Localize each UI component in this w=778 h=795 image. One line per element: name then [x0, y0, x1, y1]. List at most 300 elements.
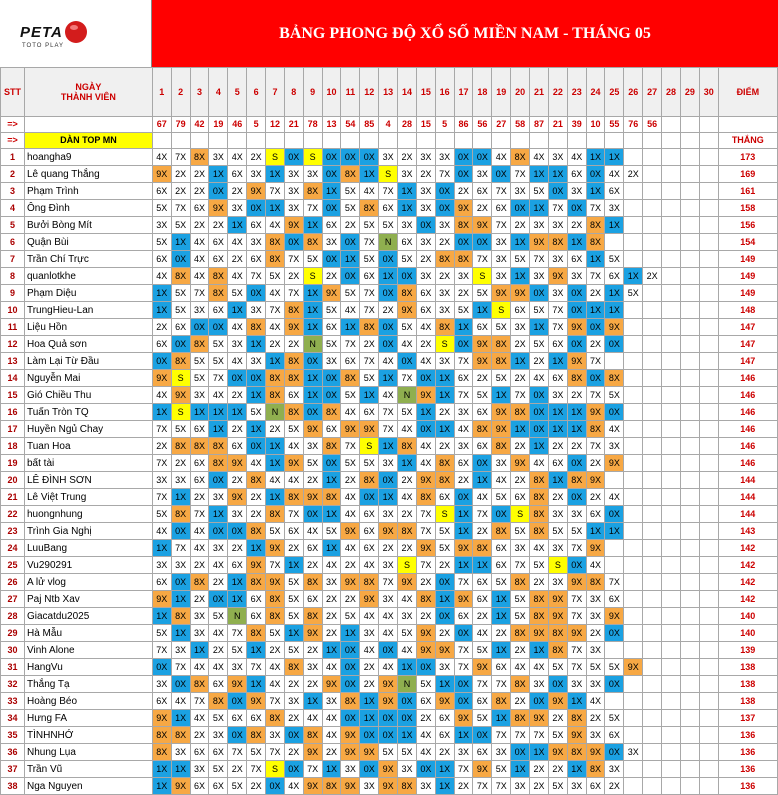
pick-cell: 9X	[530, 625, 549, 642]
top-row	[1, 133, 778, 149]
pick-cell	[662, 353, 681, 370]
top-cell	[284, 133, 303, 149]
pick-cell: 2X	[548, 710, 567, 727]
pick-cell: 3X	[190, 625, 209, 642]
pick-cell: 2X	[190, 183, 209, 200]
pick-cell	[662, 421, 681, 438]
row-stt: 27	[1, 591, 25, 608]
pick-cell: 8X	[190, 149, 209, 166]
pick-cell: 8X	[398, 523, 417, 540]
pick-cell	[699, 744, 718, 761]
member-name: bất tài	[24, 455, 152, 472]
pick-cell: 2X	[190, 489, 209, 506]
pick-cell: 7X	[247, 659, 266, 676]
pick-cell: 1X	[152, 778, 171, 795]
pick-cell	[662, 302, 681, 319]
pick-cell: 1X	[303, 387, 322, 404]
member-name: Quận Bùi	[24, 234, 152, 251]
pick-cell: 8X	[266, 506, 285, 523]
pick-cell: 2X	[643, 268, 662, 285]
pick-cell: 3X	[530, 268, 549, 285]
pick-cell: 0X	[322, 200, 341, 217]
pick-cell: 1X	[209, 166, 228, 183]
pick-cell	[680, 438, 699, 455]
pick-cell: 5X	[586, 659, 605, 676]
pick-cell: 7X	[360, 353, 379, 370]
pick-cell: 6X	[228, 710, 247, 727]
pick-cell: 9X	[266, 574, 285, 591]
member-name: Lê Việt Trung	[24, 489, 152, 506]
result-cell: 4	[379, 117, 398, 133]
pick-cell: 9X	[266, 540, 285, 557]
pick-cell	[643, 455, 662, 472]
pick-cell: 3X	[586, 608, 605, 625]
member-name: Thắng Tạ	[24, 676, 152, 693]
pick-cell: 5X	[341, 200, 360, 217]
pick-cell: 2X	[284, 540, 303, 557]
pick-cell: 0X	[341, 659, 360, 676]
pick-cell	[662, 557, 681, 574]
pick-cell: 5X	[341, 285, 360, 302]
pick-cell: 9X	[473, 217, 492, 234]
pick-cell: 9X	[473, 659, 492, 676]
pick-cell: 6X	[247, 710, 266, 727]
top-cell	[171, 133, 190, 149]
pick-cell: 1X	[454, 557, 473, 574]
pick-cell: 1X	[567, 404, 586, 421]
pick-cell: 8X	[511, 574, 530, 591]
pick-cell: 0X	[360, 761, 379, 778]
pick-cell: 1X	[435, 778, 454, 795]
pick-cell: 3X	[284, 200, 303, 217]
logo-subtitle: TOTO PLAY	[22, 43, 65, 49]
pick-cell: 1X	[152, 302, 171, 319]
pick-cell: 3X	[567, 778, 586, 795]
row-stt: 30	[1, 642, 25, 659]
pick-cell	[643, 608, 662, 625]
row-points: 136	[718, 727, 777, 744]
top-cell	[662, 133, 681, 149]
pick-cell: 3X	[416, 778, 435, 795]
pick-cell: 8X	[511, 404, 530, 421]
pick-cell	[699, 268, 718, 285]
pick-cell: 3X	[416, 183, 435, 200]
pick-cell: 3X	[435, 659, 454, 676]
pick-cell: 7X	[586, 200, 605, 217]
pick-cell: 8X	[586, 574, 605, 591]
member-name: quanlotkhe	[24, 268, 152, 285]
pick-cell: 9X	[398, 574, 417, 591]
row-points: 149	[718, 268, 777, 285]
pick-cell: 0X	[473, 234, 492, 251]
pick-cell: 8X	[398, 778, 417, 795]
pick-cell	[699, 319, 718, 336]
pick-cell: 2X	[435, 557, 454, 574]
result-cell: 15	[416, 117, 435, 133]
pick-cell: 6X	[190, 744, 209, 761]
pick-cell: 1X	[605, 285, 624, 302]
pick-cell: 9X	[152, 591, 171, 608]
pick-cell: 1X	[360, 693, 379, 710]
pick-cell	[624, 625, 643, 642]
pick-cell: 4X	[492, 472, 511, 489]
pick-cell	[680, 166, 699, 183]
pick-cell: 8X	[398, 438, 417, 455]
pick-cell: 1X	[511, 268, 530, 285]
table-row	[1, 676, 778, 693]
pick-cell: 1X	[266, 200, 285, 217]
row-points: 138	[718, 693, 777, 710]
page-title: BẢNG PHONG ĐỘ XỔ SỐ MIỀN NAM - THÁNG 05	[279, 24, 651, 42]
pick-cell: 0X	[152, 353, 171, 370]
pick-cell: 8X	[473, 421, 492, 438]
pick-cell: 6X	[247, 217, 266, 234]
pick-cell: 7X	[209, 370, 228, 387]
pick-cell: 4X	[228, 319, 247, 336]
pick-cell: 1X	[548, 421, 567, 438]
pick-cell	[699, 557, 718, 574]
table-row	[1, 302, 778, 319]
pick-cell: 5X	[492, 370, 511, 387]
pick-cell	[605, 353, 624, 370]
pick-cell: 9X	[171, 778, 190, 795]
table-row	[1, 523, 778, 540]
pick-cell: 6X	[190, 200, 209, 217]
pick-cell: 8X	[266, 234, 285, 251]
row-stt: 5	[1, 217, 25, 234]
pick-cell: 9X	[586, 472, 605, 489]
pick-cell: 7X	[492, 778, 511, 795]
member-name: LuuBang	[24, 540, 152, 557]
pick-cell: 7X	[379, 574, 398, 591]
pick-cell: 3X	[435, 302, 454, 319]
pick-cell: 3X	[454, 404, 473, 421]
pick-cell: 7X	[152, 455, 171, 472]
row-points: 154	[718, 234, 777, 251]
pick-cell: 7X	[454, 353, 473, 370]
pick-cell: 1X	[266, 455, 285, 472]
pick-cell: 1X	[171, 234, 190, 251]
pick-cell: 1X	[322, 540, 341, 557]
pick-cell: 1X	[303, 285, 322, 302]
pick-cell: 4X	[209, 625, 228, 642]
member-name: Paj Ntb Xav	[24, 591, 152, 608]
pick-cell	[662, 710, 681, 727]
pick-cell: 5X	[209, 761, 228, 778]
pick-cell: 9X	[605, 608, 624, 625]
pick-cell: 7X	[190, 285, 209, 302]
pick-cell: 9X	[492, 285, 511, 302]
pick-cell: 2X	[416, 574, 435, 591]
member-name: HangVu	[24, 659, 152, 676]
pick-cell	[680, 234, 699, 251]
result-cell: 27	[492, 117, 511, 133]
pick-cell: 9X	[341, 574, 360, 591]
pick-cell	[680, 489, 699, 506]
pick-cell: 0X	[247, 200, 266, 217]
pick-cell: 3X	[228, 200, 247, 217]
pick-cell: 8X	[567, 472, 586, 489]
pick-cell: 1X	[379, 268, 398, 285]
pick-cell: 5X	[435, 540, 454, 557]
pick-cell	[699, 302, 718, 319]
pick-cell: S	[492, 302, 511, 319]
pick-cell: 2X	[190, 217, 209, 234]
table-row	[1, 455, 778, 472]
pick-cell: 3X	[190, 387, 209, 404]
day-header: 14	[398, 68, 417, 117]
pick-cell: 0X	[398, 268, 417, 285]
pick-cell: 4X	[209, 557, 228, 574]
pick-cell: 2X	[511, 472, 530, 489]
pick-cell: 7X	[190, 693, 209, 710]
row-stt: 26	[1, 574, 25, 591]
pick-cell	[680, 608, 699, 625]
pick-cell: 9X	[247, 693, 266, 710]
pick-cell: 0X	[209, 591, 228, 608]
result-cell: 21	[548, 117, 567, 133]
pick-cell: 6X	[586, 506, 605, 523]
pick-cell	[624, 574, 643, 591]
member-name: Nga Nguyen	[24, 778, 152, 795]
pick-cell: 4X	[266, 217, 285, 234]
pick-cell: 4X	[454, 421, 473, 438]
row-points: 144	[718, 489, 777, 506]
pick-cell	[605, 693, 624, 710]
pick-cell	[680, 455, 699, 472]
pick-cell	[680, 285, 699, 302]
pick-cell: 7X	[171, 200, 190, 217]
row-points: 139	[718, 642, 777, 659]
pick-cell: 0X	[247, 370, 266, 387]
member-name: Tuấn Tròn TQ	[24, 404, 152, 421]
pick-cell: 0X	[247, 438, 266, 455]
pick-cell: 1X	[435, 761, 454, 778]
pick-cell	[624, 642, 643, 659]
pick-cell	[699, 710, 718, 727]
pick-cell: 6X	[473, 319, 492, 336]
pick-cell: 2X	[586, 336, 605, 353]
pick-cell: 4X	[190, 268, 209, 285]
pick-cell: 0X	[228, 727, 247, 744]
pick-cell: 6X	[511, 302, 530, 319]
pick-cell: 6X	[341, 353, 360, 370]
pick-cell: 8X	[360, 472, 379, 489]
pick-cell: 1X	[567, 234, 586, 251]
pick-cell: 6X	[228, 438, 247, 455]
pick-cell	[699, 676, 718, 693]
pick-cell: 1X	[530, 744, 549, 761]
pick-cell	[662, 166, 681, 183]
pick-cell: 0X	[209, 319, 228, 336]
pick-cell: 6X	[454, 455, 473, 472]
pick-cell: 9X	[360, 591, 379, 608]
pick-cell: 4X	[322, 710, 341, 727]
pick-cell: 3X	[247, 302, 266, 319]
pick-cell: 1X	[303, 319, 322, 336]
pick-cell: 1X	[152, 285, 171, 302]
pick-cell: 8X	[171, 727, 190, 744]
pick-cell: 2X	[416, 166, 435, 183]
day-header: 5	[228, 68, 247, 117]
pick-cell: 4X	[322, 659, 341, 676]
pick-cell: 9X	[567, 319, 586, 336]
pick-cell: S	[266, 761, 285, 778]
pick-cell	[624, 557, 643, 574]
pick-cell: 1X	[266, 353, 285, 370]
pick-cell: 3X	[171, 557, 190, 574]
pick-cell: 0X	[341, 676, 360, 693]
pick-cell: 7X	[266, 183, 285, 200]
row-stt: 14	[1, 370, 25, 387]
pick-cell: 1X	[266, 166, 285, 183]
pick-cell: 0X	[567, 336, 586, 353]
pick-cell: 0X	[341, 710, 360, 727]
pick-cell: 4X	[284, 778, 303, 795]
pick-cell	[662, 200, 681, 217]
pick-cell: 0X	[567, 302, 586, 319]
table-row	[1, 336, 778, 353]
pick-cell: 5X	[152, 506, 171, 523]
pick-cell: 1X	[435, 370, 454, 387]
pick-cell: 1X	[379, 438, 398, 455]
pick-cell: 4X	[266, 676, 285, 693]
pick-cell	[662, 761, 681, 778]
row-points: 144	[718, 472, 777, 489]
pick-cell: 7X	[303, 200, 322, 217]
pick-cell: 6X	[416, 693, 435, 710]
pick-cell: 5X	[171, 285, 190, 302]
pick-cell: 2X	[398, 506, 417, 523]
pick-cell	[624, 693, 643, 710]
pick-cell: 1X	[567, 761, 586, 778]
pick-cell: 0X	[454, 166, 473, 183]
pick-cell: 7X	[398, 370, 417, 387]
pick-cell: 3X	[492, 268, 511, 285]
pick-cell: 2X	[322, 608, 341, 625]
pick-cell: 7X	[567, 608, 586, 625]
pick-cell: 8X	[360, 200, 379, 217]
member-name: Nguyễn Mai	[24, 370, 152, 387]
pick-cell: 0X	[379, 472, 398, 489]
table-row	[1, 353, 778, 370]
pick-cell: 5X	[228, 285, 247, 302]
pick-cell: 6X	[454, 608, 473, 625]
pick-cell	[680, 557, 699, 574]
pick-cell: 8X	[435, 251, 454, 268]
pick-cell: 3X	[284, 166, 303, 183]
pick-cell	[680, 268, 699, 285]
pick-cell: 1X	[303, 370, 322, 387]
top-cell	[247, 133, 266, 149]
result-cell	[699, 117, 718, 133]
row-points: 140	[718, 608, 777, 625]
pick-cell: 5X	[398, 625, 417, 642]
pick-cell: 9X	[530, 234, 549, 251]
pick-cell: 7X	[454, 642, 473, 659]
pick-cell	[662, 183, 681, 200]
pick-cell: 3X	[171, 472, 190, 489]
pick-cell: 6X	[247, 251, 266, 268]
pick-cell: 5X	[416, 676, 435, 693]
pick-cell: 6X	[605, 268, 624, 285]
pick-cell: 9X	[454, 591, 473, 608]
day-header: 19	[492, 68, 511, 117]
pick-cell	[680, 387, 699, 404]
date-member-header	[24, 68, 152, 117]
ball-icon	[65, 21, 87, 43]
pick-cell	[699, 625, 718, 642]
pick-cell	[624, 370, 643, 387]
row-stt: 4	[1, 200, 25, 217]
table-row	[1, 540, 778, 557]
pick-cell: 5X	[492, 319, 511, 336]
pick-cell: 2X	[360, 336, 379, 353]
pick-cell: 5X	[190, 353, 209, 370]
pick-cell: 3X	[530, 217, 549, 234]
pick-cell: 9X	[152, 166, 171, 183]
pick-cell	[643, 200, 662, 217]
pick-cell: 1X	[247, 336, 266, 353]
pick-cell: 3X	[152, 676, 171, 693]
pick-cell	[699, 608, 718, 625]
row-stt: 17	[1, 421, 25, 438]
pick-cell	[699, 387, 718, 404]
pick-cell: 6X	[416, 285, 435, 302]
pick-cell: 4X	[360, 557, 379, 574]
pick-cell	[699, 183, 718, 200]
pick-cell: 1X	[209, 421, 228, 438]
pick-cell: 0X	[379, 727, 398, 744]
pick-cell: 2X	[152, 319, 171, 336]
row-stt: 15	[1, 387, 25, 404]
pick-cell: 6X	[473, 744, 492, 761]
pick-cell: 1X	[398, 183, 417, 200]
pick-cell: 4X	[228, 149, 247, 166]
pick-cell: 6X	[303, 540, 322, 557]
pick-cell	[699, 217, 718, 234]
row-points: 147	[718, 353, 777, 370]
pick-cell: 8X	[567, 744, 586, 761]
pick-cell: 3X	[322, 234, 341, 251]
pick-cell: 1X	[322, 642, 341, 659]
pick-cell: 8X	[247, 574, 266, 591]
pick-cell: 8X	[247, 727, 266, 744]
pick-cell: 9X	[416, 387, 435, 404]
pick-cell: 2X	[190, 166, 209, 183]
pick-cell: 1X	[624, 268, 643, 285]
pick-cell: 1X	[398, 659, 417, 676]
pick-cell: 5X	[379, 217, 398, 234]
pick-cell: 0X	[379, 285, 398, 302]
pick-cell: 7X	[303, 761, 322, 778]
result-cell: 55	[605, 117, 624, 133]
pick-cell: 0X	[379, 336, 398, 353]
pick-cell: 1X	[435, 421, 454, 438]
pick-cell: 9X	[416, 472, 435, 489]
table-row	[1, 404, 778, 421]
pick-cell: 0X	[322, 166, 341, 183]
row-points: 136	[718, 744, 777, 761]
pick-cell	[680, 370, 699, 387]
pick-cell: 8X	[567, 710, 586, 727]
pick-cell: 5X	[341, 455, 360, 472]
pick-cell	[643, 557, 662, 574]
pick-cell: 3X	[492, 455, 511, 472]
pick-cell: 6X	[548, 370, 567, 387]
pick-cell: 6X	[152, 693, 171, 710]
pick-cell: 2X	[398, 472, 417, 489]
